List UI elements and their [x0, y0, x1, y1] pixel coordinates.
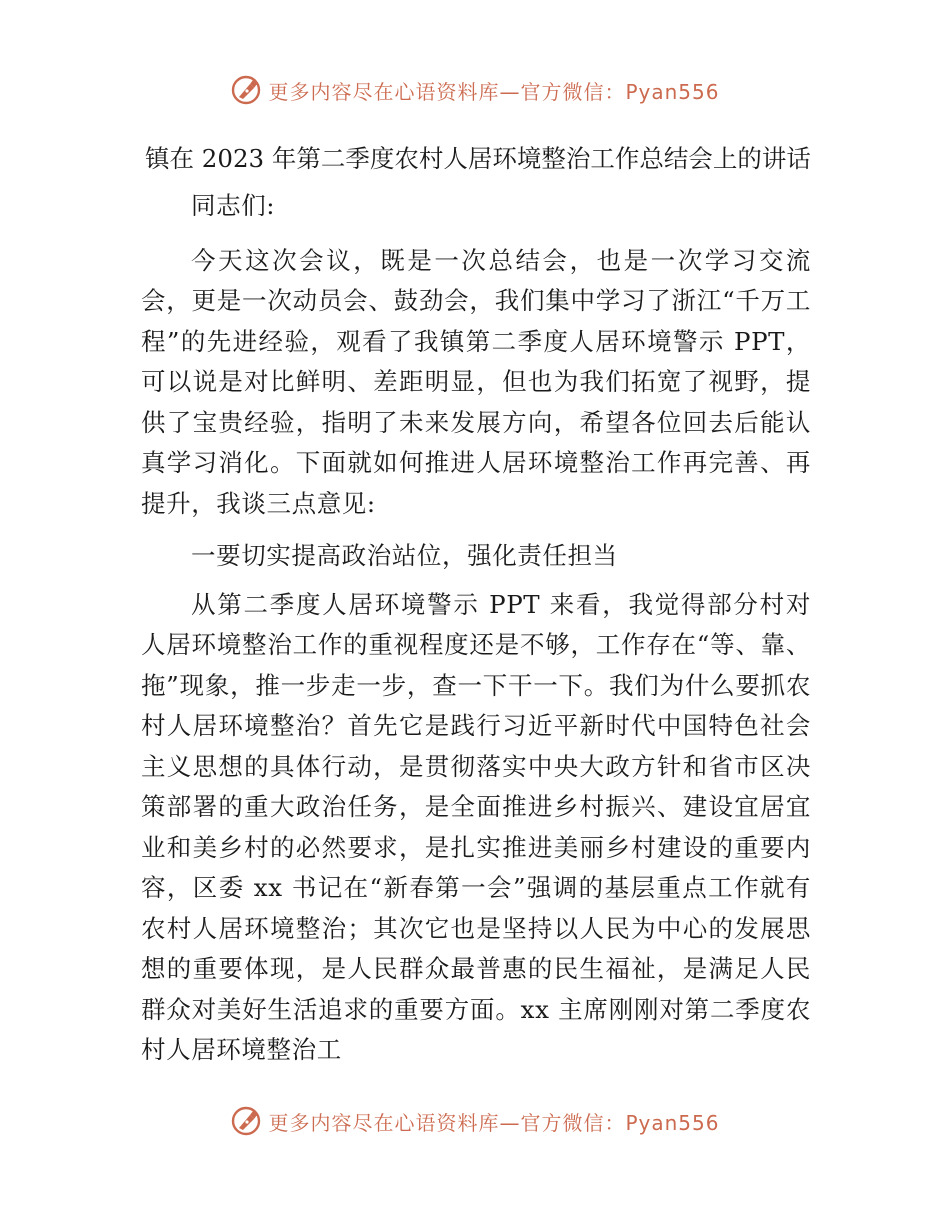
header-watermark: [0, 70, 950, 110]
watermark-text: 更多内容尽在心语资料库—官方微信：Pyan556: [268, 79, 720, 104]
salutation: 同志们:: [191, 191, 276, 220]
watermark-text: 更多内容尽在心语资料库—官方微信：Pyan556: [268, 1110, 720, 1135]
pen-nib-logo-icon: [230, 1105, 262, 1137]
paragraph: 从第二季度人居环境警示 PPT 来看，我觉得部分村对人居环境整治工作的重视程度还是不够，工作存在“等、靠、拖”现象，推一步走一步，查一下干一下。我们为什么要抓农村人居环境整治？首先它是践行习近平新时代中国特色社会主义思想的具体行动，是贯彻落实中央大政方针和省市区决策部署的重大政治任务，是全面推进乡村振兴、建设宜居宜业和美乡村的必然要求，是扎实推进美丽乡村建设的重要内容，区委 xx 书记在“新春第一会”强调的基层重点工作就有农村人居环境整治；其次它也是坚持以人民为中心的发展思想的重要体现，是人民群众最普惠的民生福祉，是满足人民群众对美好生活追求的重要方面。xx 主席刚刚对第二季度农村人居环境整治工: [141, 589, 811, 1064]
footer-watermark: [0, 1101, 950, 1141]
section-heading: 一要切实提高政治站位，强化责任担当: [191, 541, 618, 570]
paragraph: 今天这次会议，既是一次总结会，也是一次学习交流会，更是一次动员会、鼓劲会，我们集中学习了浙江“千万工程”的先进经验，观看了我镇第二季度人居环境警示 PPT，可以说是对比鲜明、差距明显，但也为我们拓宽了视野，提供了宝贵经验，指明了未来发展方向，希望各位回去后能认真学习消化。下面就如何推进人居环境整治工作再完善、再提升，我谈三点意见:: [141, 245, 811, 518]
document-body: [141, 140, 811, 1071]
pen-nib-logo-icon: [230, 74, 262, 106]
document-title: 镇在 2023 年第二季度农村人居环境整治工作总结会上的讲话: [145, 144, 811, 173]
